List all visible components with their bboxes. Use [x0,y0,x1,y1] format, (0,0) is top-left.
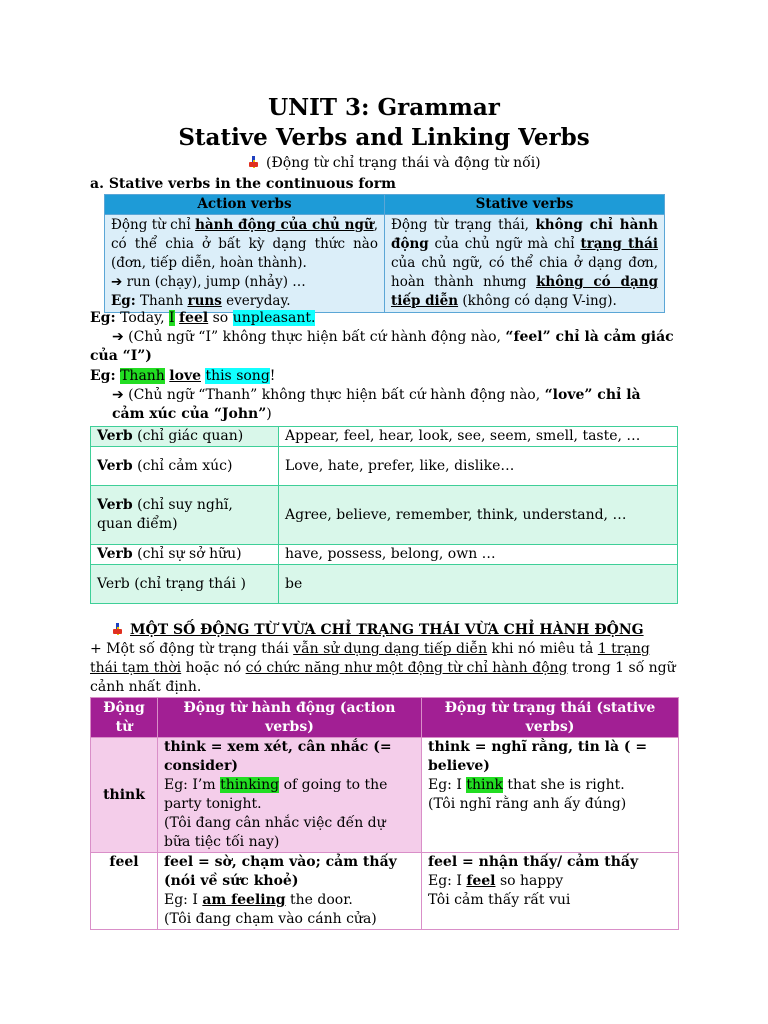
note-2: ➔ (Chủ ngữ “Thanh” không thực hiện bất cứ hành động nào, “love” chỉ là cảm xúc của “John”) [112,387,641,422]
arrow-icon: ➔ [111,274,123,290]
action-verbs-header: Action verbs [105,195,385,215]
verb-type-cell: Verb (chỉ trạng thái ) [91,565,279,604]
action-cell: feel = sờ, chạm vào; cảm thấy (nói về sức khoẻ) Eg: I am feeling the door. (Tôi đang chạm vào cánh cửa) [158,853,422,930]
verb-type-cell: Verb (chỉ suy nghĩ, quan điểm) [91,486,279,545]
header-action: Động từ hành động (action verbs) [158,698,422,738]
bullet-icon [112,623,124,635]
section-b-intro: + Một số động từ trạng thái vẫn sử dụng dạng tiếp diễn khi nó miêu tả 1 trạng thái tạm thời hoặc nó có chức năng như một động từ chỉ hành động trong 1 số ngữ cảnh nhất định. [90,641,676,695]
verb-list-cell: have, possess, belong, own … [279,545,678,565]
verb-list-cell: be [279,565,678,604]
arrow-icon: ➔ [112,387,124,403]
verb-type-cell: Verb (chỉ sự sở hữu) [91,545,279,565]
section-b-heading: MỘT SỐ ĐỘNG TỪ VỪA CHỈ TRẠNG THÁI VỪA CHỈ HÀNH ĐỘNG [112,621,644,640]
example-1: Eg: Today, I feel so unpleasant. [90,310,316,326]
stative-verb-types-table [90,426,678,604]
arrow-icon: ➔ [112,329,124,345]
stative-cell: think = nghĩ rằng, tin là ( = believe) Eg: I think that she is right. (Tôi nghĩ rằng anh ấy đúng) [422,738,679,853]
table-row [91,545,678,565]
header-stative: Động từ trạng thái (stative verbs) [422,698,679,738]
page-subtitle: Stative Verbs and Linking Verbs [178,124,590,151]
stative-verbs-cell: Động từ trạng thái, không chỉ hành động của chủ ngữ mà chỉ trạng thái của chủ ngữ, có thể chia ở dạng đơn, hoàn thành nhưng không có dạng tiếp diễn (không có dạng V-ing). [385,215,665,313]
stative-verbs-header: Stative verbs [385,195,665,215]
verb-type-cell: Verb (chỉ giác quan) [91,427,279,447]
table-row [91,565,678,604]
table-row [91,853,679,930]
page-title: UNIT 3: Grammar [268,94,500,121]
verb-list-cell: Appear, feel, hear, look, see, seem, smell, taste, … [279,427,678,447]
bullet-icon [248,156,260,168]
action-verbs-cell: Động từ chỉ hành động của chủ ngữ, có thể chia ở bất kỳ dạng thức nào (đơn, tiếp diễn, hoàn thành). ➔ run (chạy), jump (nhảy) … Eg: Thanh runs everyday. [105,215,385,313]
subtitle-line [248,155,541,171]
verb-cell: feel [91,853,158,930]
example-2: Eg: Thanh love this song! [90,368,276,384]
table-row [91,486,678,545]
table-row [91,447,678,486]
section-a-heading: a. Stative verbs in the continuous form [90,176,396,192]
verb-type-cell: Verb (chỉ cảm xúc) [91,447,279,486]
verb-cell: think [91,738,158,853]
table-row [91,738,679,853]
verb-list-cell: Love, hate, prefer, like, dislike… [279,447,678,486]
stative-cell: feel = nhận thấy/ cảm thấy Eg: I feel so happy Tôi cảm thấy rất vui [422,853,679,930]
verb-list-cell: Agree, believe, remember, think, understand, … [279,486,678,545]
header-verb: Động từ [91,698,158,738]
subtitle-text: (Động từ chỉ trạng thái và động từ nối) [266,155,541,171]
action-stative-table [104,194,665,313]
action-cell: think = xem xét, cân nhắc (= consider) Eg: I’m thinking of going to the party tonight. (Tôi đang cân nhắc việc đến dự bữa tiệc tối nay) [158,738,422,853]
note-1: ➔ (Chủ ngữ “I” không thực hiện bất cứ hành động nào, “feel” chỉ là cảm giác của “I”) [90,329,674,364]
dual-verbs-table [90,697,679,930]
table-row [91,427,678,447]
